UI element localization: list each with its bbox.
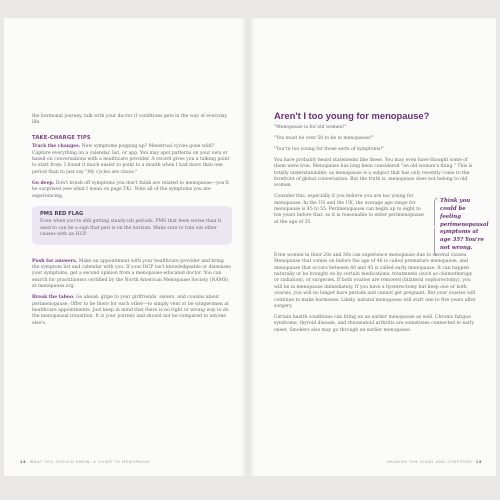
section-heading: Aren't I too young for menopause? [274,110,430,121]
red-flag-box [32,206,232,245]
page-number: 15 [475,460,482,464]
body-paragraph: Certain health conditions can bring on an earlier menopause as well. Chronic fatigue syndrome, thyroid disease, and rheumatoid arthritis are sometimes connected to early onset. Smokers also may go through an earlier menopause. [274,314,475,333]
tip-lead: Go deep. [32,180,55,186]
left-column [32,114,232,332]
body-paragraph: Even women in their 20s and 30s can experience menopause due to several causes. Menopause that comes on before the age of 40 is called premature menopause, and menopause that occurs between 40 and 45 is called early menopause. It can happen naturally or be brought on by certain medications, treatments (such as chemotherapy or radiation), or surgeries. If both ovaries are removed (bilateral oophorectomy), you will be in menopause immediately. If you have a hysterectomy but keep one or both ovaries, you will no longer have periods and cannot get pregnant. But your ovaries will continue to make hormones. Likely, natural menopause will start one to five years after surgery. [274,252,476,310]
right-column [274,110,489,339]
pull-quote-text: Think you could be feeling perimenopausal symptoms at age 35? You're not wrong. [440,198,489,252]
page-number: 14 [20,460,27,464]
body-paragraph: You have probably heard statements like these. You may even have thought some of them were true. Menopause has long been considered "an old woman's thing." This is totally understandable, as menopause is a subject that has only recently come to the forefront of global conversation. But the truth is, menopause does not belong to old women. [274,157,473,189]
running-head: WHAT YOU SHOULD KNOW: A GUIDE TO MENOPAUSE [29,460,151,464]
tip-text: New symptoms popping up? Menstrual cycles gone wild? Capture everything on a calendar, list, or app. You may spot patterns on your own or based on conversations with a healthcare provider. A record gives you a talking point to start from. I found it much easier to point to a month when I had more than one period than to just say "My cycles are chaos." [32,144,230,175]
left-page [4,18,247,476]
bracket-icon [434,198,438,256]
pull-quote [434,198,488,253]
tip-item [32,181,232,200]
tips-heading: TAKE-CHARGE TIPS [32,134,91,141]
right-page [249,18,496,476]
right-folio [387,460,482,464]
pull-quote-row [274,194,489,253]
tip-text: Don't brush off symptoms you don't think are related to menopause—you'll be surprised (see what I mean on page TK). Note all of the symptoms you are experiencing. [32,180,229,199]
quote-line: "You're too young for those sorts of symptoms!" [274,146,385,152]
tip-lead: Track the changes. [32,144,81,150]
tip-item [32,259,232,291]
body-paragraph: Consider this, especially if you believe you are too young for menopause: In the US and the UK, the average age range for menopause is 45 to 55. Perimenopause can begin up to eight to ten years before that, so it is reasonable to enter perimenopause at the age of 35. [274,194,424,225]
running-head: HEARING THE SIGNS AND SYMPTOMS [386,460,473,464]
tip-text: Make an appointment with your healthcare provider and bring the symptom list and calendar with you. If your HCP isn't knowledgeable or dismisses your symptoms, get a second opinion from a menopause-educated doctor. You can search for practitioners certified by the North American Menopause Society (NAMS) at menopause.org. [32,258,231,290]
tip-item [32,295,232,327]
tip-lead: Break the taboo. [32,295,75,301]
tip-lead: Push for answers. [32,258,78,264]
quote-line: "Menopause is for old women!" [274,125,347,130]
quote-line: "You must be over 50 to be in menopause!" [274,135,374,141]
red-flag-text: Even when you're still getting steady-ish periods, PMS that feels worse than it used to can be a sign that peri is on the horizon. Make sure to rule out other causes with an HCP. [40,219,222,238]
tip-text: Go ahead: gripe to your girlfriends, sisters, and cousins about perimenopause. Offer to be there for each other—to simply vent or be wingwomen at healthcare appointments. Just keep in mind that there is no right or wrong way to do the menopausal transition. It is your journey and should not be compared to anyone else's. [32,295,229,326]
tip-item [32,144,232,176]
continuation-paragraph: the hormonal journey, talk with your doctor if conditions gets in the way of everyday life. [32,114,228,126]
red-flag-title: PMS RED FLAG [40,210,84,217]
left-folio [20,460,150,464]
